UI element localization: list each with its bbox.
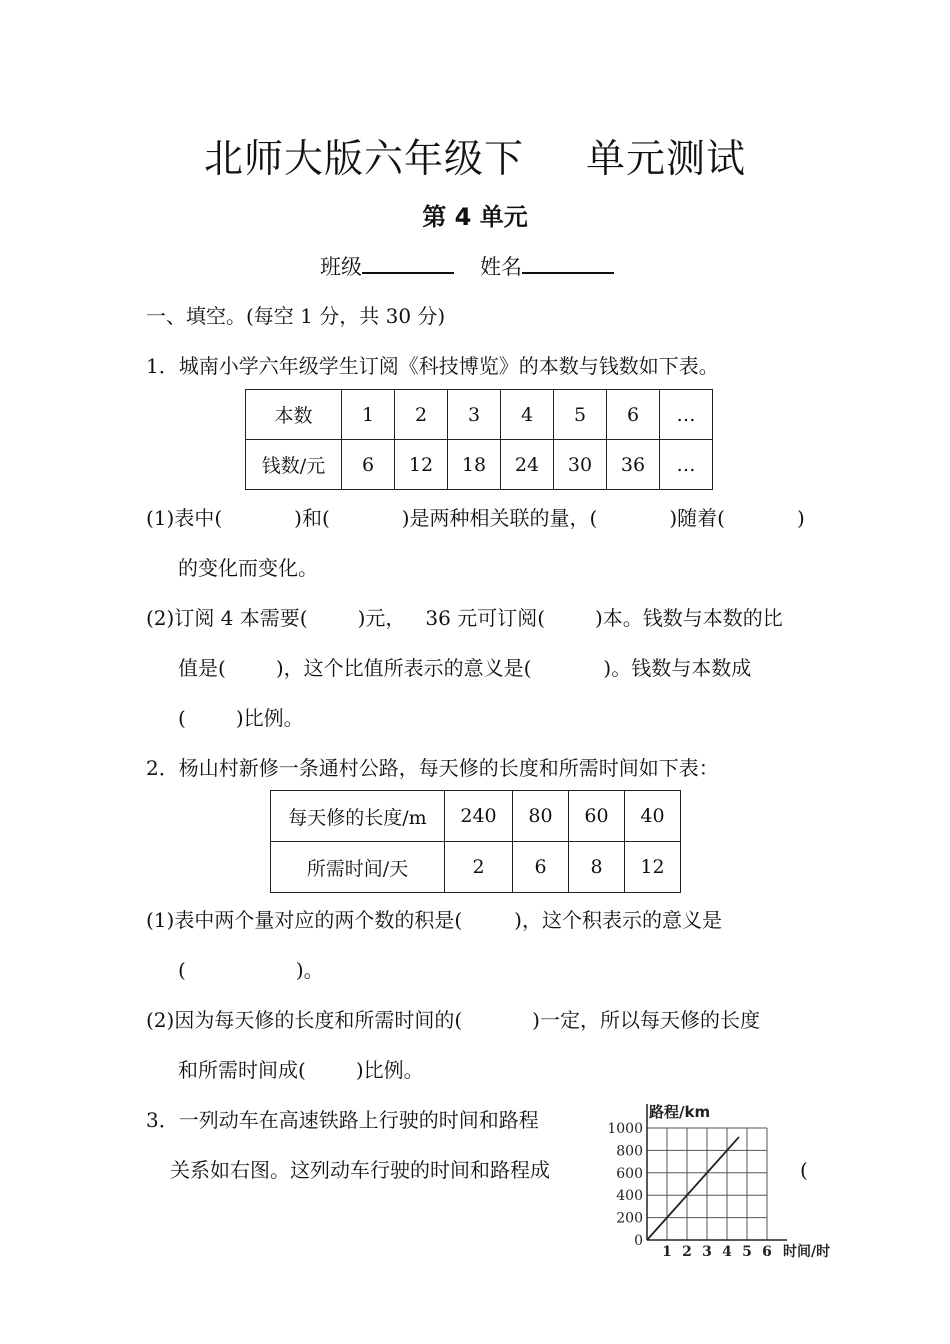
y-tick-label: 800 xyxy=(616,1143,643,1160)
q1-cell: 本数 xyxy=(246,390,342,440)
q1-part2-line3: ( )比例。 xyxy=(178,706,304,730)
q1-cell: … xyxy=(660,390,713,440)
q2-cell: 40 xyxy=(625,791,681,842)
q1-cell: 钱数/元 xyxy=(246,440,342,490)
q1-cell: 3 xyxy=(448,390,501,440)
y-tick-label: 400 xyxy=(616,1188,643,1205)
chart-grid xyxy=(647,1128,767,1240)
q1-cell: 1 xyxy=(342,390,395,440)
x-tick-label: 3 xyxy=(702,1244,712,1260)
q1-cell: 6 xyxy=(342,440,395,490)
q2-cell: 所需时间/天 xyxy=(271,842,445,893)
q1-cell: 12 xyxy=(395,440,448,490)
q3-stem-line1: 3．一列动车在高速铁路上行驶的时间和路程 xyxy=(146,1108,539,1132)
name-blank[interactable] xyxy=(522,252,614,274)
q1-part2-line2: 值是( )，这个比值所表示的意义是( )。钱数与本数成 xyxy=(178,656,752,680)
q1-cell: 4 xyxy=(501,390,554,440)
x-axis-label: 时间/时 xyxy=(783,1244,831,1260)
section-heading: 一、填空。(每空 1 分，共 30 分) xyxy=(146,304,446,328)
chart-series xyxy=(647,1137,739,1240)
q1-cell: 6 xyxy=(607,390,660,440)
q2-cell: 80 xyxy=(513,791,569,842)
q3-stem-line2: 关系如右图。这列动车行驶的时间和路程成 xyxy=(170,1158,550,1182)
q2-cell: 12 xyxy=(625,842,681,893)
q1-cell: 5 xyxy=(554,390,607,440)
title-part-2: 单元测试 xyxy=(586,137,747,182)
q1-cell: … xyxy=(660,440,713,490)
q3-paren: ( xyxy=(800,1158,808,1182)
q1-cell: 30 xyxy=(554,440,607,490)
q1-cell: 18 xyxy=(448,440,501,490)
x-tick-label: 2 xyxy=(682,1244,692,1260)
q2-table xyxy=(270,790,681,893)
y-axis-label: 路程/km xyxy=(649,1103,711,1121)
x-tick-label: 4 xyxy=(722,1244,732,1260)
student-info xyxy=(320,252,614,281)
chart-axes xyxy=(647,1104,787,1240)
q1-part1: (1)表中( )和( )是两种相关联的量，( )随着( ) xyxy=(146,506,805,530)
x-tick-label: 5 xyxy=(742,1244,752,1260)
name-label: 姓名 xyxy=(480,255,522,279)
q1-cell: 24 xyxy=(501,440,554,490)
series-line xyxy=(647,1137,739,1240)
class-label: 班级 xyxy=(320,255,362,279)
q2-part2-line2: 和所需时间成( )比例。 xyxy=(178,1058,424,1082)
q1-cell: 36 xyxy=(607,440,660,490)
q2-cell: 240 xyxy=(445,791,513,842)
page-title xyxy=(0,128,950,184)
q2-cell: 2 xyxy=(445,842,513,893)
q2-part2: (2)因为每天修的长度和所需时间的( )一定，所以每天修的长度 xyxy=(146,1008,760,1032)
q2-part1-line2: ( )。 xyxy=(178,958,324,982)
unit-title: 第 4 单元 xyxy=(422,203,528,231)
x-tick-label: 6 xyxy=(762,1244,772,1260)
x-tick-label: 1 xyxy=(662,1244,672,1260)
q2-cell: 6 xyxy=(513,842,569,893)
y-tick-label: 1000 xyxy=(607,1121,643,1137)
title-part-1: 北师大版六年级下 xyxy=(203,137,524,182)
y-tick-label: 600 xyxy=(616,1165,643,1182)
class-blank[interactable] xyxy=(362,252,454,274)
q1-part1-line2: 的变化而变化。 xyxy=(178,556,318,580)
q2-stem: 2．杨山村新修一条通村公路，每天修的长度和所需时间如下表： xyxy=(146,756,719,780)
q1-table xyxy=(245,389,713,490)
q2-cell: 60 xyxy=(569,791,625,842)
q1-stem: 1．城南小学六年级学生订阅《科技博览》的本数与钱数如下表。 xyxy=(146,354,719,378)
q2-part1: (1)表中两个量对应的两个数的积是( )，这个积表示的意义是 xyxy=(146,908,722,932)
y-tick-label: 0 xyxy=(634,1233,643,1249)
distance-time-chart xyxy=(600,1100,850,1265)
q1-cell: 2 xyxy=(395,390,448,440)
q2-cell: 每天修的长度/m xyxy=(271,791,445,842)
q1-part2: (2)订阅 4 本需要( )元， 36 元可订阅( )本。钱数与本数的比 xyxy=(146,606,783,630)
y-tick-label: 200 xyxy=(616,1210,643,1227)
q2-cell: 8 xyxy=(569,842,625,893)
chart-labels xyxy=(607,1103,830,1260)
